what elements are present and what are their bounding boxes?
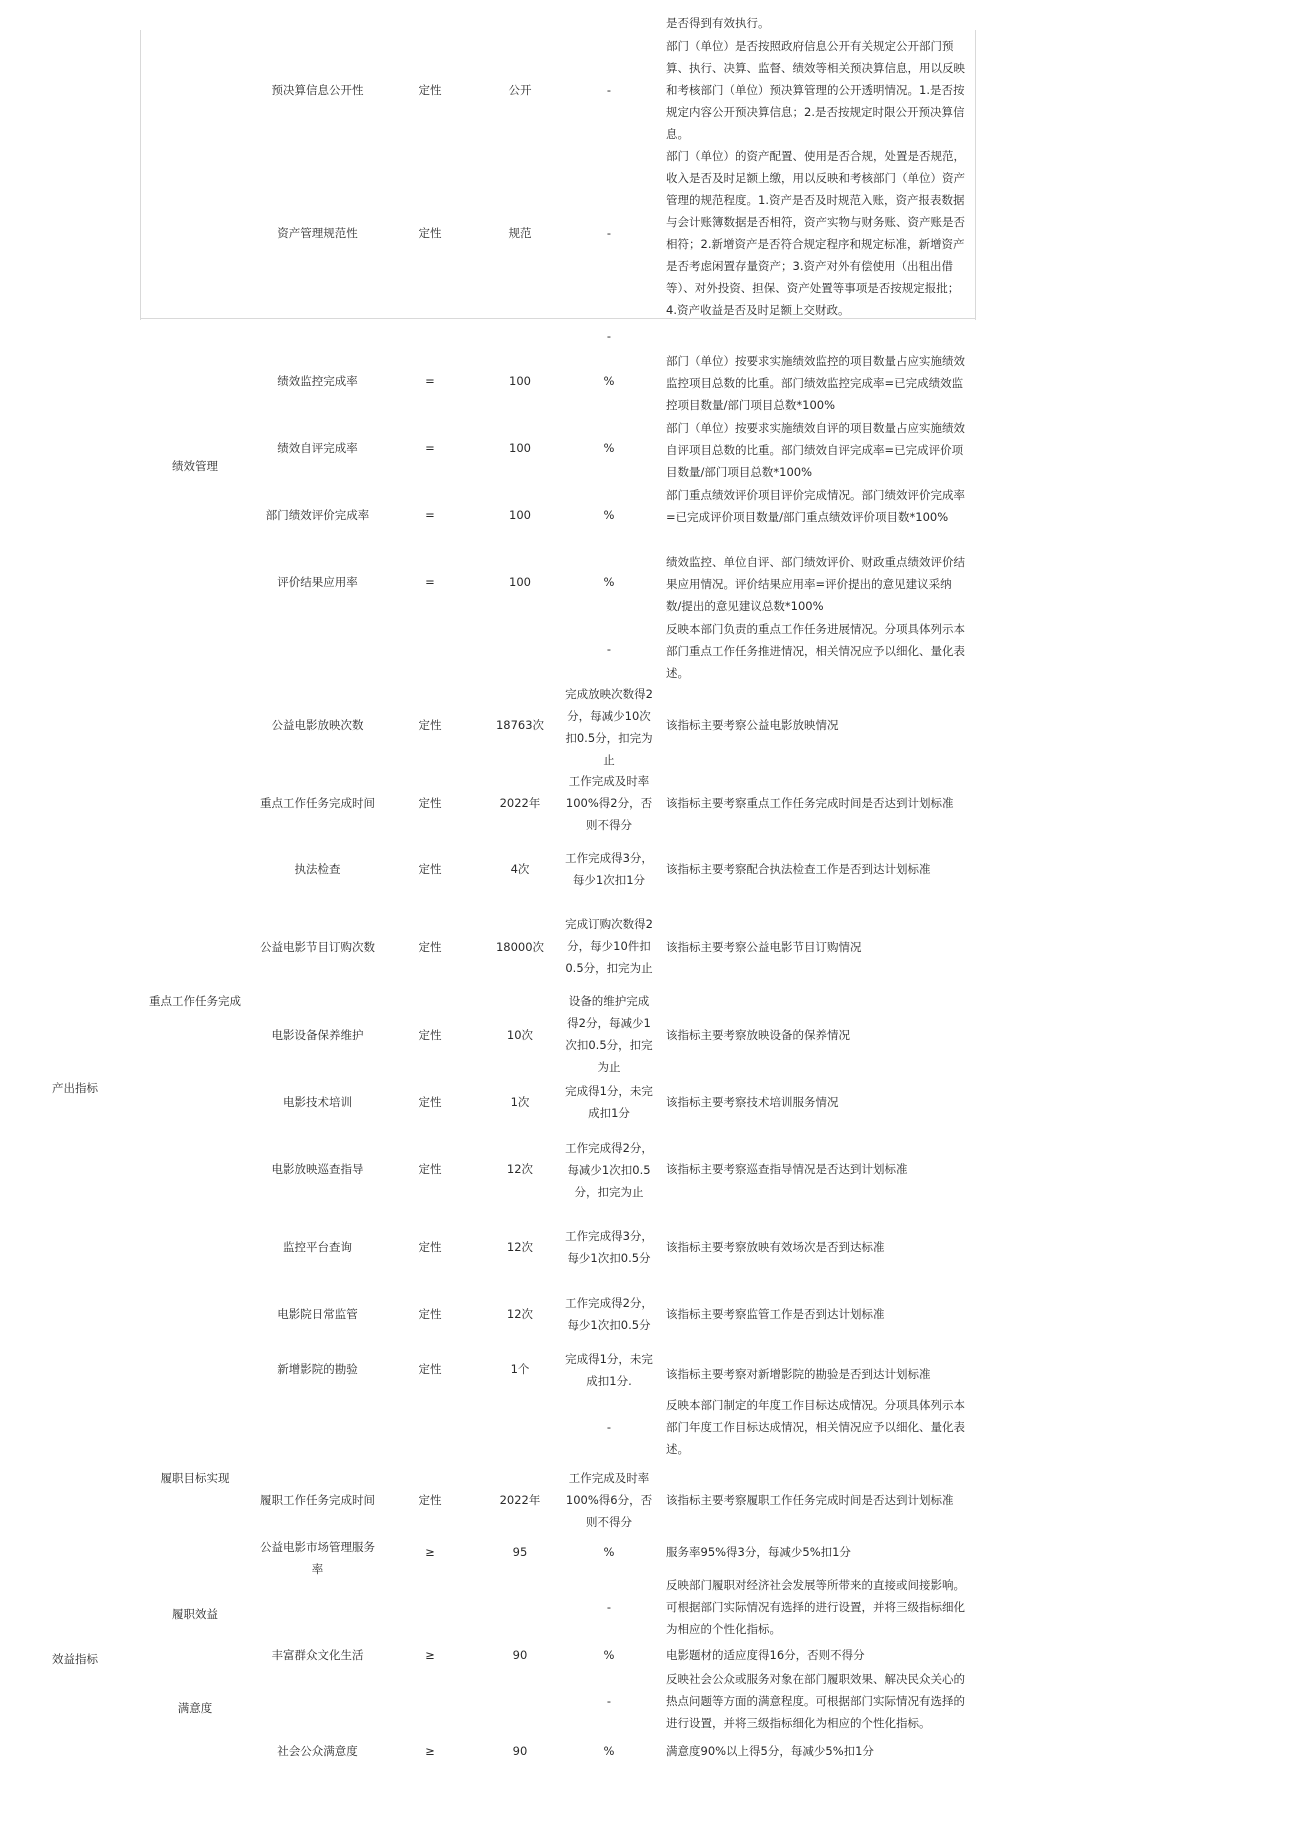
indicator-name: 丰富群众文化生活 [271,1648,364,1662]
indicator-score-rule: 完成得1分，未完成扣1分. [565,1352,653,1388]
indicator-desc: 该指标主要考察公益电影放映情况 [666,718,839,732]
indicator-name: 部门绩效评价完成率 [265,508,370,522]
level1-output-indicator: 产出指标 [52,1081,98,1095]
indicator-value: 12次 [506,1240,534,1254]
indicator-name: 电影院日常监管 [277,1307,358,1321]
indicator-attr: ≥ [425,1744,435,1758]
indicator-desc: 反映社会公众或服务对象在部门履职效果、解决民众关心的热点问题等方面的满意程度。可根据部门实际情况有选择的进行设置，并将三级指标细化为相应的个性化指标。 [666,1672,965,1730]
indicator-desc: 该指标主要考察配合执法检查工作是否到达计划标准 [666,862,931,876]
indicator-unit: - [606,226,612,240]
indicator-value: 2022年 [499,796,541,810]
indicator-attr: 定性 [418,1362,442,1376]
indicator-value: 100 [509,575,531,589]
indicator-desc: 服务率95%得3分，每减少5%扣1分 [666,1545,851,1559]
indicator-score-rule: 完成放映次数得2分，每减少10次扣0.5分，扣完为止 [565,687,653,767]
indicator-value: 90 [512,1744,528,1758]
indicator-attr: 定性 [418,83,442,97]
indicator-name: 电影技术培训 [283,1095,352,1109]
indicator-attr: = [425,441,435,455]
indicator-score-rule: 工作完成得3分，每少1次扣0.5分 [565,1229,653,1265]
indicator-value: 2022年 [499,1493,541,1507]
indicator-score-rule: 工作完成得3分，每少1次扣1分 [565,851,653,887]
indicator-unit: % [603,1744,615,1758]
level1-benefit-indicator: 效益指标 [52,1652,98,1666]
indicator-name: 电影设备保养维护 [271,1028,364,1042]
indicator-name: 公益电影节目订购次数 [260,940,375,954]
indicator-value: 12次 [506,1307,534,1321]
indicator-score-rule: 设备的维护完成得2分，每减少1次扣0.5分，扣完为止 [565,994,653,1074]
indicator-name: 社会公众满意度 [277,1744,358,1758]
indicator-desc: 该指标主要考察履职工作任务完成时间是否达到计划标准 [666,1493,954,1507]
indicator-attr: 定性 [418,1493,442,1507]
indicator-value: 90 [512,1648,528,1662]
indicator-value: 100 [509,374,531,388]
indicator-name: 绩效自评完成率 [277,441,358,455]
indicator-attr: 定性 [418,718,442,732]
indicator-value: 18763次 [495,718,545,732]
indicator-value: 1次 [510,1095,530,1109]
indicator-value: 1个 [510,1362,530,1376]
indicator-attr: 定性 [418,1028,442,1042]
indicator-desc: 电影题材的适应度得16分，否则不得分 [666,1648,865,1662]
indicator-name: 公益电影市场管理服务率 [260,1540,375,1576]
indicator-unit: % [603,1545,615,1559]
indicator-desc: 反映本部门负责的重点工作任务进展情况。分项具体列示本部门重点工作任务推进情况，相关情况应予以细化、量化表述。 [666,622,965,680]
indicator-attr: 定性 [418,1240,442,1254]
indicator-score-rule: 完成订购次数得2分，每少10件扣0.5分，扣完为止 [565,917,653,975]
indicator-desc: 部门（单位）按要求实施绩效自评的项目数量占应实施绩效自评项目总数的比重。部门绩效自评完成率=已完成评价项目数量/部门项目总数*100% [666,421,965,479]
indicator-name: 公益电影放映次数 [271,718,364,732]
indicator-desc: 绩效监控、单位自评、部门绩效评价、财政重点绩效评价结果应用情况。评价结果应用率=评价提出的意见建议采纳数/提出的意见建议总数*100% [666,555,965,613]
indicator-desc: 该指标主要考察公益电影节目订购情况 [666,940,862,954]
indicator-attr: 定性 [418,226,442,240]
indicator-name: 资产管理规范性 [277,226,358,240]
indicator-attr: 定性 [418,1095,442,1109]
indicator-unit: - [606,83,612,97]
level2-key-tasks: 重点工作任务完成 [149,994,241,1008]
indicator-score-rule: 工作完成得2分，每少1次扣0.5分 [565,1296,653,1332]
indicator-attr: ≥ [425,1545,435,1559]
indicator-attr: ≥ [425,1648,435,1662]
indicator-value: 10次 [506,1028,534,1042]
indicator-name: 新增影院的勘验 [277,1362,358,1376]
indicator-value: 规范 [508,226,532,240]
level2-satisfaction: 满意度 [177,1701,213,1715]
indicator-attr: 定性 [418,862,442,876]
indicator-unit: % [603,374,615,388]
indicator-value: 公开 [508,83,532,97]
level2-duty-benefit: 履职效益 [172,1607,218,1621]
indicator-desc: 部门重点绩效评价项目评价完成情况。部门绩效评价完成率=已完成评价项目数量/部门重点绩效评价项目数*100% [666,488,965,524]
indicator-score-rule: 工作完成及时率100%得6分，否则不得分 [565,1471,653,1529]
indicator-desc: 该指标主要考察监管工作是否到达计划标准 [666,1307,885,1321]
indicator-desc: 反映本部门制定的年度工作目标达成情况。分项具体列示本部门年度工作目标达成情况，相关情况应予以细化、量化表述。 [666,1398,965,1456]
indicator-unit: - [606,329,612,343]
indicator-unit: % [603,575,615,589]
level2-performance-management: 绩效管理 [172,459,218,473]
indicator-name: 评价结果应用率 [277,575,358,589]
indicator-unit: - [606,1600,612,1614]
scan-border [975,30,976,320]
indicator-unit: - [606,1694,612,1708]
indicator-desc: 部门（单位）的资产配置、使用是否合规，处置是否规范，收入是否及时足额上缴，用以反映和考核部门（单位）资产管理的规范程度。1.资产是否及时规范入账，资产报表数据与会计账簿数据是否相符，资产实物与财务账、资产账是否相符；2.新增资产是否符合规定程序和规定标准，新增资产是否考虑闲置存量资产；3.资产对外有偿使用（出租出借等）、对外投资、担保、资产处置等事项是否按规定报批；4.资产收益是否及时足额上交财政。 [666,149,965,317]
indicator-value: 4次 [510,862,530,876]
indicator-score-rule: 工作完成及时率100%得2分，否则不得分 [565,774,653,832]
indicator-score-rule: 工作完成得2分，每减少1次扣0.5分，扣完为止 [565,1141,653,1199]
indicator-desc: 该指标主要考察放映设备的保养情况 [666,1028,850,1042]
indicator-name: 重点工作任务完成时间 [260,796,375,810]
indicator-desc: 该指标主要考察对新增影院的勘验是否到达计划标准 [666,1367,931,1381]
indicator-value: 18000次 [495,940,545,954]
indicator-desc: 反映部门履职对经济社会发展等所带来的直接或间接影响。可根据部门实际情况有选择的进行设置，并将三级指标细化为相应的个性化指标。 [666,1578,965,1636]
indicator-name: 监控平台查询 [283,1240,352,1254]
indicator-unit: - [606,642,612,656]
indicator-unit: % [603,508,615,522]
indicator-attr: = [425,575,435,589]
indicator-attr: 定性 [418,796,442,810]
indicator-value: 100 [509,508,531,522]
indicator-name: 电影放映巡查指导 [271,1162,364,1176]
indicator-attr: 定性 [418,940,442,954]
indicator-value: 100 [509,441,531,455]
indicator-attr: = [425,508,435,522]
indicator-score-rule: 完成得1分，未完成扣1分 [565,1084,653,1120]
indicator-desc: 部门（单位）按要求实施绩效监控的项目数量占应实施绩效监控项目总数的比重。部门绩效监控完成率=已完成绩效监控项目数量/部门项目总数*100% [666,354,965,412]
indicator-name: 履职工作任务完成时间 [260,1493,375,1507]
indicator-desc: 该指标主要考察技术培训服务情况 [666,1095,839,1109]
indicator-desc: 该指标主要考察放映有效场次是否到达标准 [666,1240,885,1254]
indicator-value: 95 [512,1545,528,1559]
indicator-desc: 该指标主要考察重点工作任务完成时间是否达到计划标准 [666,796,954,810]
indicator-name: 预决算信息公开性 [271,83,364,97]
indicator-desc: 部门（单位）是否按照政府信息公开有关规定公开部门预算、执行、决算、监督、绩效等相关预决算信息，用以反映和考核部门（单位）预决算管理的公开透明情况。1.是否按规定内容公开预决算信息；2.是否按规定时限公开预决算信息。 [666,39,965,141]
indicator-unit: % [603,1648,615,1662]
indicator-value: 12次 [506,1162,534,1176]
indicator-attr: 定性 [418,1307,442,1321]
indicator-attr: = [425,374,435,388]
indicator-desc: 该指标主要考察巡查指导情况是否达到计划标准 [666,1162,908,1176]
indicator-attr: 定性 [418,1162,442,1176]
level2-duty-goals: 履职目标实现 [160,1471,230,1485]
indicator-name: 执法检查 [294,862,341,876]
indicator-desc: 满意度90%以上得5分，每减少5%扣1分 [666,1744,874,1758]
indicator-unit: % [603,441,615,455]
continuation-text: 是否得到有效执行。 [666,16,770,30]
indicator-unit: - [606,1420,612,1434]
scan-border [140,30,141,320]
indicator-name: 绩效监控完成率 [277,374,358,388]
